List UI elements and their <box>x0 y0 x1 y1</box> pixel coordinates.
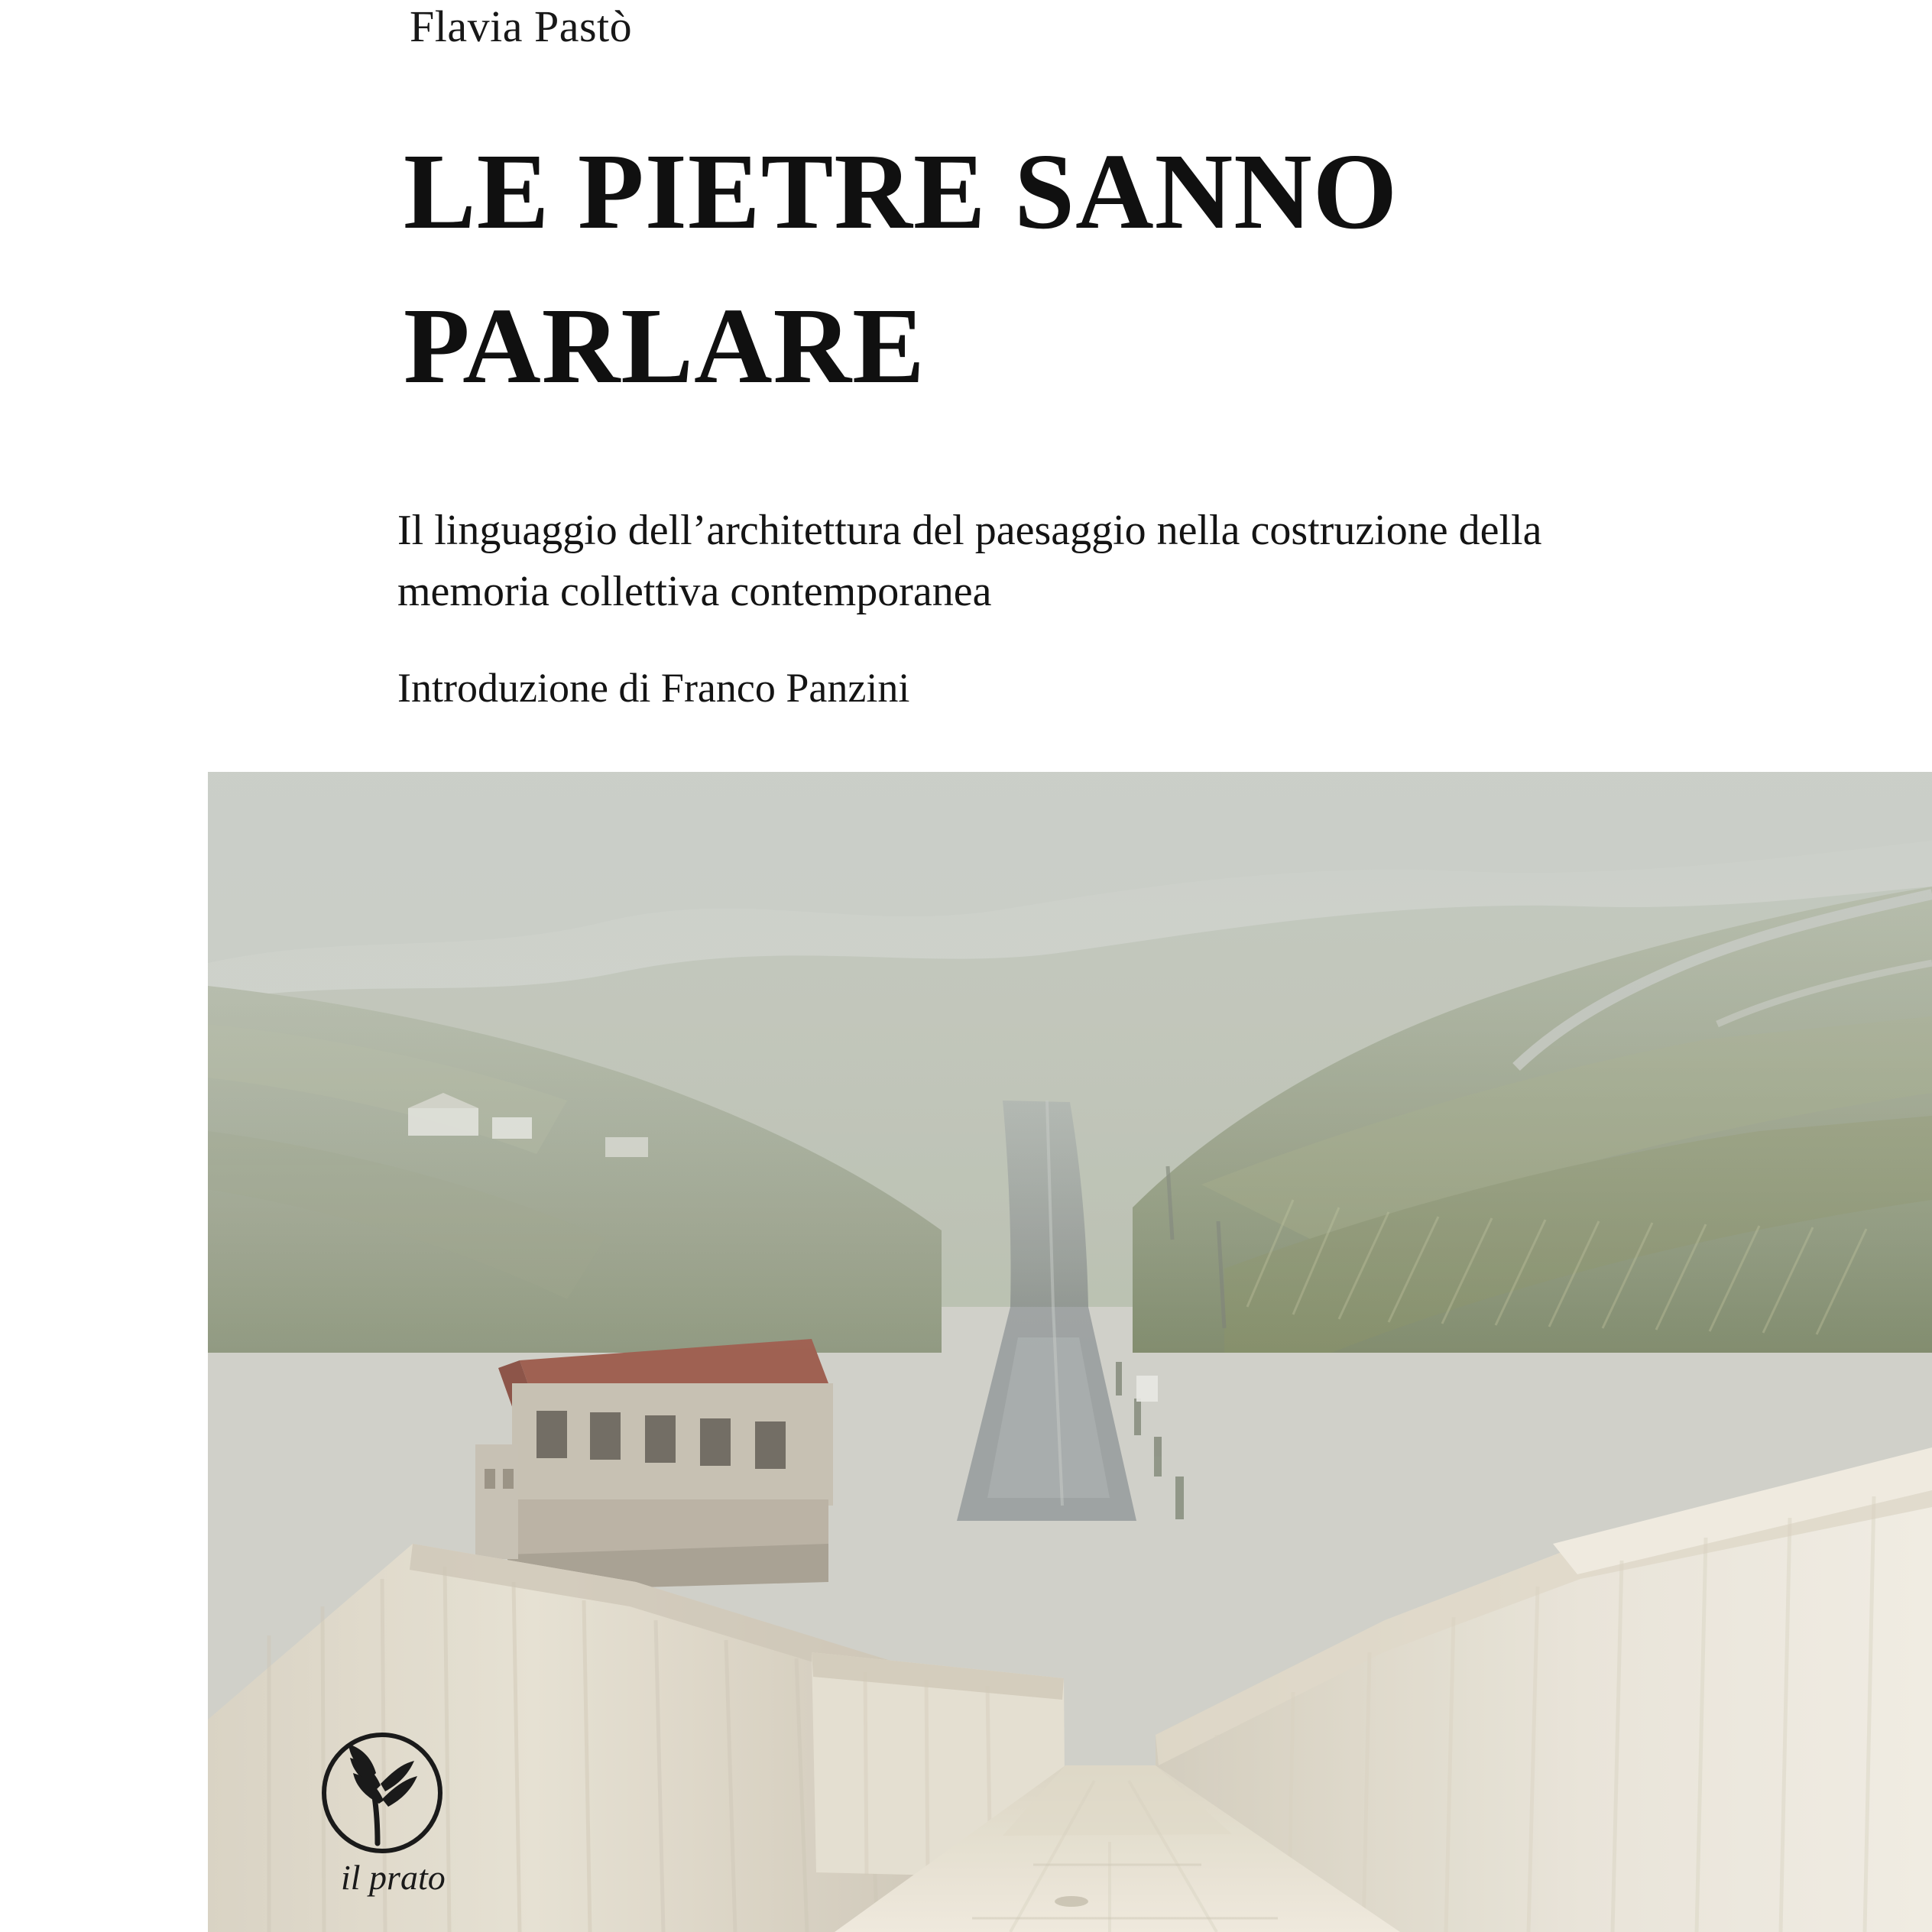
book-title: LE PIETRE SANNO PARLARE <box>404 131 1399 406</box>
publisher-logo <box>292 1727 468 1903</box>
publisher-name: il prato <box>341 1858 446 1897</box>
author-name: Flavia Pastò <box>410 2 633 51</box>
wheat-sprig-circle-icon <box>292 1727 468 1903</box>
book-subtitle: Il linguaggio dell’architettura del paesaggio nella costruzione della memoria collettiva contemporanea <box>397 507 1542 615</box>
introduction-credit: Introduzione di Franco Panzini <box>397 665 910 711</box>
